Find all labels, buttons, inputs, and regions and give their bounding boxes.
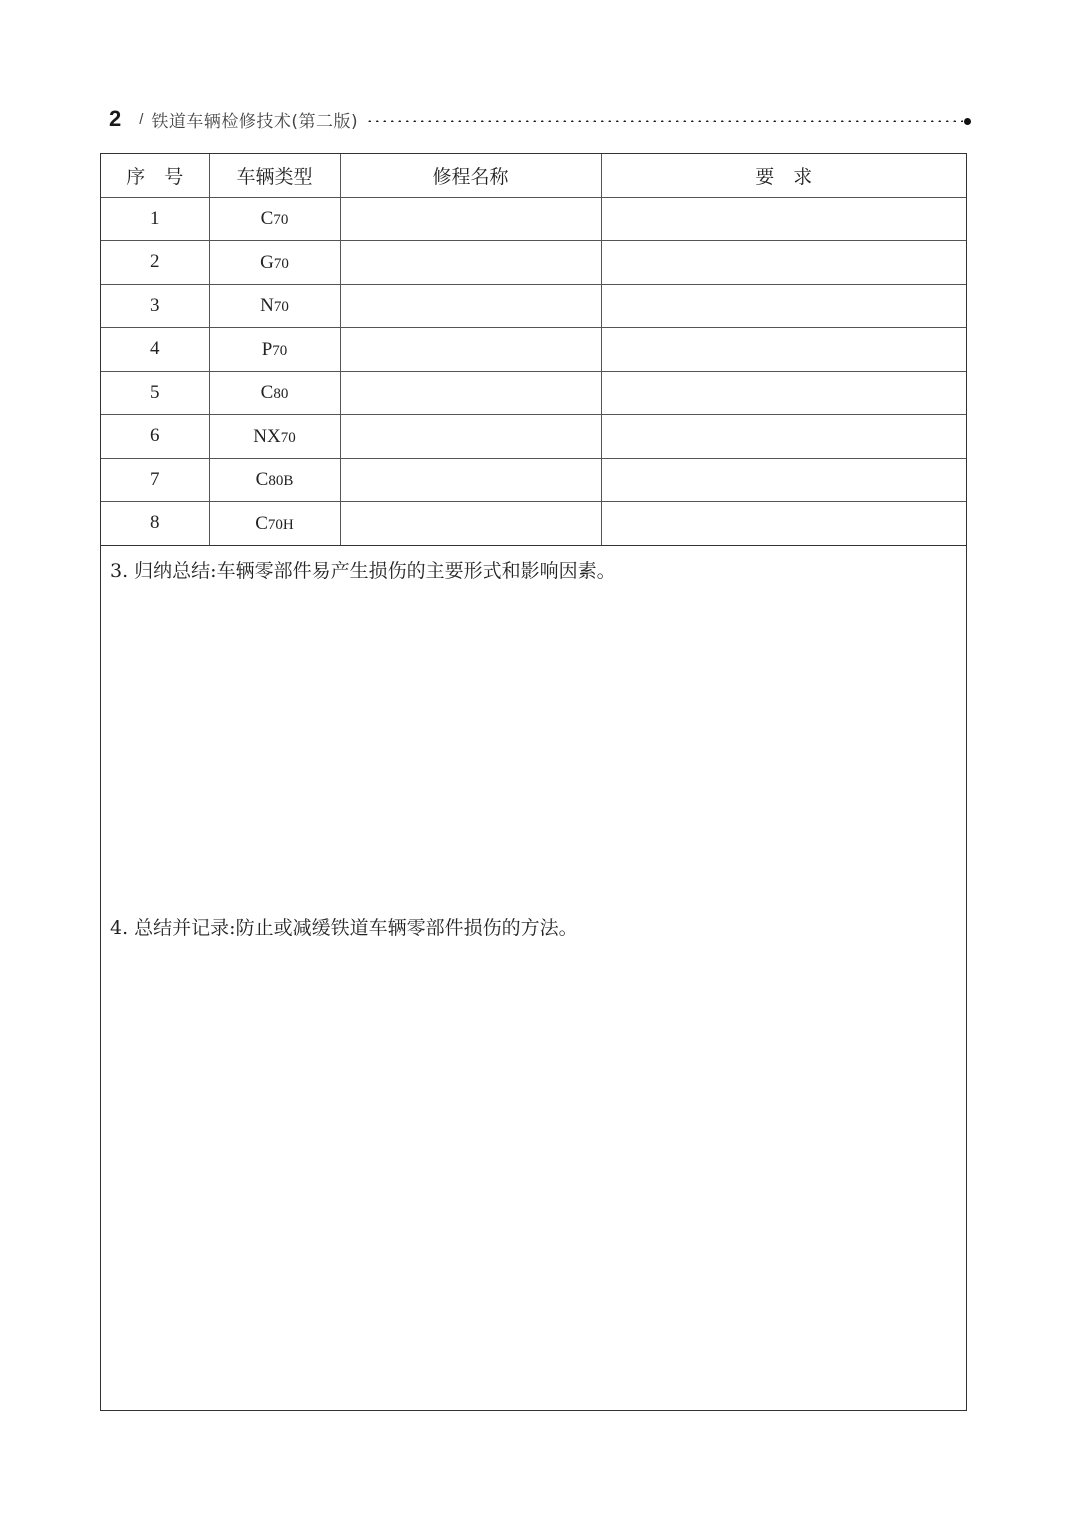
section-4-answer-area[interactable] (101, 946, 966, 1408)
row-index: 8 (101, 502, 209, 546)
vehicle-type-cell (209, 241, 340, 285)
row-index: 2 (101, 241, 209, 285)
row-index: 3 (101, 284, 209, 328)
requirement-cell[interactable] (601, 241, 966, 285)
section-3-answer-area[interactable] (101, 589, 966, 909)
vehicle-type-cell (209, 328, 340, 372)
table-row (101, 284, 966, 328)
requirement-cell[interactable] (601, 197, 966, 241)
vehicle-type-cell (209, 502, 340, 546)
repair-name-cell[interactable] (340, 328, 601, 372)
requirement-cell[interactable] (601, 502, 966, 546)
repair-name-cell[interactable] (340, 371, 601, 415)
table-row (101, 458, 966, 502)
requirement-cell[interactable] (601, 458, 966, 502)
dotted-leader (366, 120, 963, 122)
table-header-row (101, 154, 966, 197)
repair-name-cell[interactable] (340, 502, 601, 546)
vehicle-repair-table (101, 154, 966, 546)
vehicle-type-cell (209, 458, 340, 502)
vehicle-code: C (255, 469, 269, 491)
table-row (101, 241, 966, 285)
vehicle-type-cell (209, 284, 340, 328)
row-index: 1 (101, 197, 209, 241)
repair-name-cell[interactable] (340, 284, 601, 328)
vehicle-code-suffix: 70 (273, 212, 289, 229)
vehicle-code-suffix: 70H (267, 516, 294, 533)
table-row (101, 197, 966, 241)
page-number: 2 (109, 106, 122, 131)
vehicle-code-suffix: 70 (280, 429, 296, 446)
vehicle-code: G (260, 251, 274, 273)
section-4-prompt: 4. 总结并记录:防止或减缓铁道车辆零部件损伤的方法。 (110, 917, 578, 939)
vehicle-code: N (260, 295, 274, 317)
vehicle-code: P (261, 338, 273, 360)
vehicle-code-suffix: 70 (273, 299, 289, 316)
vehicle-code: C (260, 382, 274, 404)
vehicle-code: NX (253, 425, 281, 447)
row-index: 5 (101, 371, 209, 415)
repair-name-cell[interactable] (340, 415, 601, 459)
vehicle-type-cell (209, 415, 340, 459)
column-header-vehicle-type: 车辆类型 (209, 154, 340, 197)
vehicle-type-cell (209, 197, 340, 241)
table-row (101, 328, 966, 372)
section-3-prompt: 3. 归纳总结:车辆零部件易产生损伤的主要形式和影响因素。 (110, 560, 616, 582)
vehicle-code-suffix: 80 (273, 386, 289, 403)
vehicle-code: C (255, 512, 268, 534)
requirement-cell[interactable] (601, 328, 966, 372)
vehicle-code-suffix: 80B (268, 473, 294, 490)
requirement-cell[interactable] (601, 371, 966, 415)
column-header-repair-name: 修程名称 (340, 154, 601, 197)
vehicle-code-suffix: 70 (273, 255, 289, 272)
column-header-index: 序 号 (101, 154, 209, 197)
vehicle-code: C (260, 208, 274, 230)
repair-name-cell[interactable] (340, 197, 601, 241)
repair-name-cell[interactable] (340, 241, 601, 285)
column-header-requirement: 要 求 (601, 154, 966, 197)
row-index: 4 (101, 328, 209, 372)
running-header (109, 104, 971, 134)
book-title: 铁道车辆检修技术(第二版) (151, 111, 359, 132)
vehicle-code-suffix: 70 (272, 342, 288, 359)
table-row (101, 502, 966, 546)
requirement-cell[interactable] (601, 415, 966, 459)
repair-name-cell[interactable] (340, 458, 601, 502)
row-index: 7 (101, 458, 209, 502)
table-row (101, 371, 966, 415)
row-index: 6 (101, 415, 209, 459)
worksheet-form (100, 153, 967, 1411)
vehicle-type-cell (209, 371, 340, 415)
header-separator: / (139, 110, 144, 128)
requirement-cell[interactable] (601, 284, 966, 328)
table-row (101, 415, 966, 459)
leader-end-dot-icon (964, 118, 971, 125)
